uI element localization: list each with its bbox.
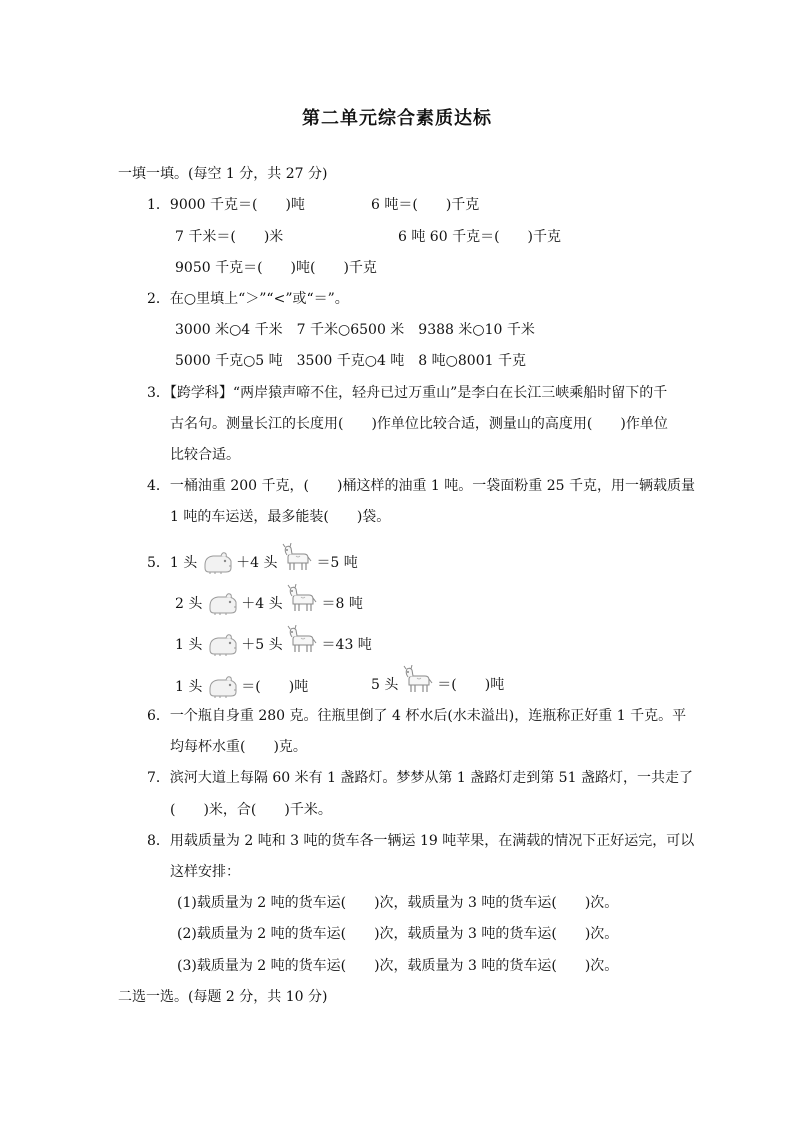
hippo-icon: [207, 592, 237, 616]
q5-row2: [175, 592, 363, 616]
cow-icon: [403, 665, 433, 693]
q5-row2-part1: 2 头: [175, 596, 203, 612]
q5-row4-part3: 5 头: [371, 677, 399, 693]
q3-line1: 3．【跨学科】“两岸猿声啼不住，轻舟已过万重山”是李白在长江三峡乘船时留下的千: [147, 385, 668, 401]
q5-row3-part2: ＋5 头: [241, 637, 283, 653]
cow-icon: [287, 584, 317, 612]
section1-heading: 一填一填。(每空 1 分，共 27 分): [118, 166, 328, 182]
q5-row4-part4: ＝( )吨: [437, 677, 505, 693]
cow-icon: [282, 543, 312, 571]
q8-line1: 8．用载质量为 2 吨和 3 吨的货车各一辆运 19 吨苹果，在满载的情况下正好运完，可以: [147, 833, 695, 849]
q1-item-c: 7 千米＝( )米: [175, 229, 284, 245]
q5-row2-part3: ＝8 吨: [321, 596, 363, 612]
hippo-icon: [202, 551, 232, 575]
q5-row4-part1: 1 头: [175, 679, 203, 695]
page-title: 第二单元综合素质达标: [302, 108, 492, 129]
section2-heading: 二选一选。(每题 2 分，共 10 分): [118, 989, 328, 1005]
q4-line1: 4．一桶油重 200 千克，( )桶这样的油重 1 吨。一袋面粉重 25 千克，用一辆载质量: [147, 478, 695, 494]
q2-row1: 3000 米○4 千米 7 千米○6500 米 9388 米○10 千米: [175, 322, 535, 338]
q1-item-e: 9050 千克＝( )吨( )千克: [175, 260, 377, 276]
q5-row1-part3: ＝5 吨: [316, 555, 358, 571]
q1-item-b: 6 吨＝( )千克: [371, 197, 480, 213]
q8-line2: 这样安排：: [170, 864, 240, 880]
q7-line2: ( )米，合( )千米。: [170, 802, 332, 818]
q2-stem: 2．在○里填上“＞”“<”或“＝”。: [147, 291, 349, 307]
q5-row3-part1: 1 头: [175, 637, 203, 653]
q5-row1-part2: ＋4 头: [236, 555, 278, 571]
q2-row2: 5000 千克○5 吨 3500 千克○4 吨 8 吨○8001 千克: [175, 353, 526, 369]
q8-option1: (1)载质量为 2 吨的货车运( )次，载质量为 3 吨的货车运( )次。: [177, 895, 619, 911]
q5-row4-left: [175, 675, 308, 699]
q1-item-a: 1．9000 千克＝( )吨: [147, 197, 305, 213]
q5-row3-part3: ＝43 吨: [321, 637, 372, 653]
q5-row2-part2: ＋4 头: [241, 596, 283, 612]
q5-row3: [175, 633, 372, 657]
q5-row4-right: [371, 675, 504, 695]
q6-line1: 6．一个瓶自身重 280 克。往瓶里倒了 4 杯水后(水未溢出)，连瓶称正好重 1 千克。平: [147, 708, 687, 724]
q8-option2: (2)载质量为 2 吨的货车运( )次，载质量为 3 吨的货车运( )次。: [177, 926, 619, 942]
q5-row1-part1: 5．1 头: [147, 555, 198, 571]
q4-line2: 1 吨的车运送，最多能装( )袋。: [170, 509, 391, 525]
q7-line1: 7．滨河大道上每隔 60 米有 1 盏路灯。梦梦从第 1 盏路灯走到第 51 盏路灯，一共走了: [147, 770, 693, 786]
q3-line2: 古名句。测量长江的长度用( )作单位比较合适，测量山的高度用( )作单位: [170, 416, 668, 432]
q6-line2: 均每杯水重( )克。: [170, 739, 307, 755]
q1-item-d: 6 吨 60 千克＝( )千克: [398, 229, 561, 245]
hippo-icon: [207, 675, 237, 699]
q8-option3: (3)载质量为 2 吨的货车运( )次，载质量为 3 吨的货车运( )次。: [177, 958, 619, 974]
hippo-icon: [207, 633, 237, 657]
q3-line3: 比较合适。: [170, 447, 240, 463]
cow-icon: [287, 625, 317, 653]
q5-row1: [147, 551, 358, 575]
q5-row4-part2: ＝( )吨: [241, 679, 309, 695]
